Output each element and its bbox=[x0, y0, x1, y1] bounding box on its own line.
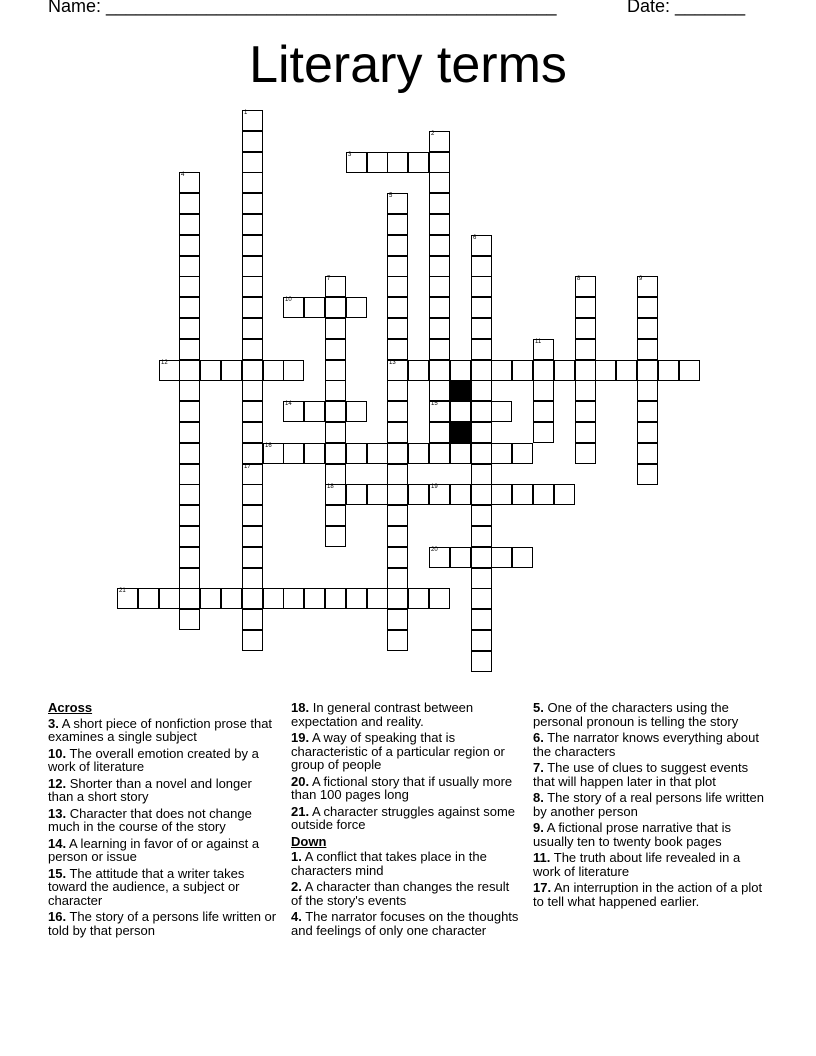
grid-cell[interactable] bbox=[408, 588, 429, 609]
cell-number: 21 bbox=[119, 588, 126, 594]
grid-cell[interactable] bbox=[242, 505, 263, 526]
cell-number: 4 bbox=[181, 172, 185, 178]
grid-cell[interactable] bbox=[242, 235, 263, 256]
grid-cell[interactable] bbox=[242, 360, 263, 381]
grid-cell[interactable] bbox=[387, 276, 408, 297]
cell-number: 18 bbox=[327, 484, 334, 490]
grid-cell[interactable] bbox=[387, 505, 408, 526]
grid-cell[interactable] bbox=[263, 588, 284, 609]
grid-cell[interactable] bbox=[263, 443, 284, 464]
grid-cell[interactable] bbox=[242, 609, 263, 630]
cell-number: 19 bbox=[431, 484, 438, 490]
down-clue: 1. A conflict that takes place in the characters mind bbox=[291, 849, 487, 878]
grid-cell[interactable] bbox=[325, 401, 346, 422]
grid-cell[interactable] bbox=[408, 360, 429, 381]
grid-cell[interactable] bbox=[387, 526, 408, 547]
grid-cell[interactable] bbox=[346, 401, 367, 422]
grid-cell[interactable] bbox=[242, 630, 263, 651]
cell-number: 11 bbox=[535, 339, 542, 345]
grid-cell[interactable] bbox=[491, 401, 512, 422]
grid-cell[interactable] bbox=[179, 214, 200, 235]
grid-cell[interactable] bbox=[429, 131, 450, 152]
grid-cell[interactable] bbox=[450, 401, 471, 422]
name-line[interactable]: Name: _____________________________________________ bbox=[48, 0, 557, 16]
grid-cell[interactable] bbox=[512, 484, 533, 505]
across-clue: 3. A short piece of nonfiction prose that examines a single subject bbox=[48, 715, 273, 744]
grid-cell[interactable] bbox=[200, 588, 221, 609]
grid-cell[interactable] bbox=[637, 422, 658, 443]
grid-cell[interactable] bbox=[387, 547, 408, 568]
grid-cell[interactable] bbox=[242, 422, 263, 443]
grid-cell[interactable] bbox=[179, 318, 200, 339]
grid-cell[interactable] bbox=[595, 360, 616, 381]
down-clue: 4. The narrator focuses on the thoughts and feelings of only one character bbox=[291, 909, 519, 938]
grid-cell[interactable] bbox=[179, 526, 200, 547]
cell-number: 9 bbox=[639, 276, 643, 282]
across-clue: 16. The story of a persons life written or told by that person bbox=[48, 909, 277, 938]
down-clue: 7. The use of clues to suggest events that will happen later in that plot bbox=[533, 760, 749, 789]
grid-cell[interactable] bbox=[533, 422, 554, 443]
grid-cell[interactable] bbox=[117, 588, 138, 609]
grid-cell[interactable] bbox=[283, 401, 304, 422]
grid-cell[interactable] bbox=[242, 214, 263, 235]
grid-cell[interactable] bbox=[471, 443, 492, 464]
page-title: Literary terms bbox=[249, 36, 567, 94]
grid-cell[interactable] bbox=[221, 588, 242, 609]
grid-cell[interactable] bbox=[471, 422, 492, 443]
cell-number: 17 bbox=[244, 464, 251, 470]
across-clue: 13. Character that does not change much in the course of the story bbox=[48, 805, 252, 834]
down-heading: Down bbox=[291, 833, 327, 849]
grid-cell[interactable] bbox=[471, 297, 492, 318]
grid-cell[interactable] bbox=[179, 401, 200, 422]
down-clue: 5. One of the characters using the personal pronoun is telling the story bbox=[533, 700, 739, 729]
across-clue: 18. In general contrast between expectation and reality. bbox=[291, 700, 474, 729]
grid-cell[interactable] bbox=[346, 443, 367, 464]
grid-cell[interactable] bbox=[658, 360, 679, 381]
grid-cell[interactable] bbox=[179, 172, 200, 193]
grid-cell[interactable] bbox=[367, 588, 388, 609]
grid-cell[interactable] bbox=[387, 464, 408, 485]
grid-cell[interactable] bbox=[471, 568, 492, 589]
grid-cell[interactable] bbox=[387, 401, 408, 422]
grid-cell[interactable] bbox=[242, 484, 263, 505]
down-clue: 6. The narrator knows everything about the characters bbox=[533, 730, 759, 759]
grid-cell[interactable] bbox=[179, 339, 200, 360]
clue-column-2 bbox=[291, 701, 521, 940]
grid-cell[interactable] bbox=[575, 339, 596, 360]
grid-cell[interactable] bbox=[387, 630, 408, 651]
across-clue: 12. Shorter than a novel and longer than a short story bbox=[48, 775, 252, 804]
down-clue: 8. The story of a real persons life written by another person bbox=[533, 790, 764, 819]
grid-cell[interactable] bbox=[179, 568, 200, 589]
grid-cell[interactable] bbox=[575, 276, 596, 297]
grid-cell[interactable] bbox=[325, 422, 346, 443]
grid-cell[interactable] bbox=[429, 297, 450, 318]
cell-number: 13 bbox=[389, 360, 396, 366]
across-clue: 15. The attitude that a writer takes toward the audience, a subject or character bbox=[48, 865, 245, 908]
cell-number: 10 bbox=[285, 297, 292, 303]
clue-column-1 bbox=[48, 701, 278, 940]
grid-cell[interactable] bbox=[387, 360, 408, 381]
grid-cell[interactable] bbox=[304, 588, 325, 609]
cell-number: 16 bbox=[265, 443, 272, 449]
grid-cell[interactable] bbox=[325, 297, 346, 318]
down-clue: 9. A fictional prose narrative that is usually ten to twenty book pages bbox=[533, 820, 732, 849]
grid-cell[interactable] bbox=[408, 152, 429, 173]
grid-cell[interactable] bbox=[325, 505, 346, 526]
grid-cell[interactable] bbox=[450, 547, 471, 568]
grid-cell[interactable] bbox=[512, 547, 533, 568]
grid-cell[interactable] bbox=[471, 547, 492, 568]
grid-cell[interactable] bbox=[471, 339, 492, 360]
grid-cell[interactable] bbox=[471, 318, 492, 339]
cell-number: 2 bbox=[431, 131, 435, 137]
grid-cell[interactable] bbox=[491, 443, 512, 464]
grid-cell[interactable] bbox=[408, 443, 429, 464]
grid-cell[interactable] bbox=[179, 443, 200, 464]
grid-cell[interactable] bbox=[387, 152, 408, 173]
cell-number: 20 bbox=[431, 547, 438, 553]
clue-column-3 bbox=[533, 701, 769, 911]
grid-cell[interactable] bbox=[325, 464, 346, 485]
grid-cell[interactable] bbox=[471, 526, 492, 547]
grid-cell[interactable] bbox=[471, 235, 492, 256]
grid-cell[interactable] bbox=[429, 401, 450, 422]
grid-cell[interactable] bbox=[159, 360, 180, 381]
grid-cell[interactable] bbox=[575, 380, 596, 401]
grid-cell[interactable] bbox=[346, 484, 367, 505]
grid-cell[interactable] bbox=[242, 110, 263, 131]
grid-cell[interactable] bbox=[471, 505, 492, 526]
grid-cell[interactable] bbox=[471, 630, 492, 651]
grid-cell[interactable] bbox=[242, 152, 263, 173]
grid-cell[interactable] bbox=[471, 380, 492, 401]
grid-cell[interactable] bbox=[325, 318, 346, 339]
grid-cell[interactable] bbox=[242, 526, 263, 547]
grid-cell[interactable] bbox=[429, 193, 450, 214]
grid-cell[interactable] bbox=[179, 588, 200, 609]
cell-number: 15 bbox=[431, 401, 438, 407]
grid-cell[interactable] bbox=[242, 464, 263, 485]
grid-cell[interactable] bbox=[429, 588, 450, 609]
grid-cell[interactable] bbox=[429, 422, 450, 443]
grid-cell[interactable] bbox=[387, 443, 408, 464]
grid-cell[interactable] bbox=[242, 276, 263, 297]
grid-cell[interactable] bbox=[242, 339, 263, 360]
across-clue: 10. The overall emotion created by a work of literature bbox=[48, 745, 259, 774]
grid-cell[interactable] bbox=[387, 588, 408, 609]
grid-cell[interactable] bbox=[575, 318, 596, 339]
across-clue: 14. A learning in favor of or against a person or issue bbox=[48, 835, 260, 864]
grid-cell[interactable] bbox=[429, 484, 450, 505]
grid-cell[interactable] bbox=[429, 360, 450, 381]
grid-cell[interactable] bbox=[637, 443, 658, 464]
grid-cell[interactable] bbox=[283, 443, 304, 464]
grid-cell[interactable] bbox=[471, 401, 492, 422]
grid-cell[interactable] bbox=[637, 464, 658, 485]
grid-cell[interactable] bbox=[242, 193, 263, 214]
grid-cell[interactable] bbox=[533, 339, 554, 360]
grid-cell[interactable] bbox=[533, 360, 554, 381]
grid-cell[interactable] bbox=[575, 443, 596, 464]
grid-cell[interactable] bbox=[179, 235, 200, 256]
grid-cell[interactable] bbox=[387, 318, 408, 339]
grid-cell[interactable] bbox=[429, 214, 450, 235]
grid-cell[interactable] bbox=[179, 297, 200, 318]
grid-cell[interactable] bbox=[325, 526, 346, 547]
grid-cell[interactable] bbox=[429, 339, 450, 360]
grid-cell[interactable] bbox=[179, 193, 200, 214]
date-line[interactable]: Date: _______ bbox=[627, 0, 746, 16]
grid-cell[interactable] bbox=[159, 588, 180, 609]
grid-cell[interactable] bbox=[471, 256, 492, 277]
down-clue: 17. An interruption in the action of a plot to tell what happened earlier. bbox=[533, 880, 763, 909]
grid-cell[interactable] bbox=[304, 297, 325, 318]
across-clue: 19. A way of speaking that is characteristic of a particular region or group of people bbox=[291, 730, 505, 772]
grid-cell[interactable] bbox=[179, 547, 200, 568]
grid-cell[interactable] bbox=[575, 422, 596, 443]
grid-block bbox=[450, 380, 471, 401]
grid-cell[interactable] bbox=[242, 401, 263, 422]
grid-cell[interactable] bbox=[533, 401, 554, 422]
grid-cell[interactable] bbox=[242, 172, 263, 193]
grid-cell[interactable] bbox=[242, 256, 263, 277]
grid-cell[interactable] bbox=[387, 609, 408, 630]
grid-cell[interactable] bbox=[179, 380, 200, 401]
grid-cell[interactable] bbox=[533, 380, 554, 401]
cell-number: 12 bbox=[161, 360, 168, 366]
grid-cell[interactable] bbox=[200, 360, 221, 381]
grid-cell[interactable] bbox=[491, 360, 512, 381]
grid-cell[interactable] bbox=[179, 484, 200, 505]
grid-cell[interactable] bbox=[346, 588, 367, 609]
grid-cell[interactable] bbox=[325, 380, 346, 401]
grid-cell[interactable] bbox=[304, 401, 325, 422]
grid-cell[interactable] bbox=[450, 360, 471, 381]
grid-cell[interactable] bbox=[346, 297, 367, 318]
grid-cell[interactable] bbox=[283, 588, 304, 609]
grid-cell[interactable] bbox=[387, 380, 408, 401]
grid-cell[interactable] bbox=[429, 318, 450, 339]
across-clue: 21. A character struggles against some outside force bbox=[291, 803, 516, 832]
grid-cell[interactable] bbox=[179, 276, 200, 297]
grid-cell[interactable] bbox=[242, 131, 263, 152]
grid-cell[interactable] bbox=[471, 651, 492, 672]
grid-cell[interactable] bbox=[367, 484, 388, 505]
grid-cell[interactable] bbox=[471, 588, 492, 609]
grid-cell[interactable] bbox=[471, 276, 492, 297]
grid-cell[interactable] bbox=[637, 360, 658, 381]
grid-cell[interactable] bbox=[679, 360, 700, 381]
grid-cell[interactable] bbox=[179, 360, 200, 381]
grid-cell[interactable] bbox=[429, 380, 450, 401]
across-heading: Across bbox=[48, 700, 93, 715]
grid-cell[interactable] bbox=[242, 547, 263, 568]
grid-cell[interactable] bbox=[429, 172, 450, 193]
grid-cell[interactable] bbox=[387, 193, 408, 214]
grid-cell[interactable] bbox=[325, 360, 346, 381]
cell-number: 6 bbox=[473, 235, 477, 241]
grid-cell[interactable] bbox=[242, 297, 263, 318]
grid-cell[interactable] bbox=[242, 318, 263, 339]
grid-cell[interactable] bbox=[367, 152, 388, 173]
grid-cell[interactable] bbox=[575, 401, 596, 422]
grid-cell[interactable] bbox=[575, 360, 596, 381]
grid-cell[interactable] bbox=[637, 276, 658, 297]
grid-cell[interactable] bbox=[429, 152, 450, 173]
grid-cell[interactable] bbox=[616, 360, 637, 381]
grid-cell[interactable] bbox=[387, 256, 408, 277]
grid-cell[interactable] bbox=[242, 568, 263, 589]
grid-cell[interactable] bbox=[179, 256, 200, 277]
grid-cell[interactable] bbox=[471, 360, 492, 381]
grid-cell[interactable] bbox=[491, 547, 512, 568]
grid-cell[interactable] bbox=[408, 484, 429, 505]
grid-cell[interactable] bbox=[450, 484, 471, 505]
grid-cell[interactable] bbox=[179, 505, 200, 526]
down-clue: 2. A character than changes the result of the story's events bbox=[291, 879, 510, 908]
grid-cell[interactable] bbox=[387, 422, 408, 443]
grid-cell[interactable] bbox=[429, 276, 450, 297]
grid-cell[interactable] bbox=[179, 464, 200, 485]
grid-cell[interactable] bbox=[471, 464, 492, 485]
cell-number: 8 bbox=[577, 276, 581, 282]
grid-cell[interactable] bbox=[387, 214, 408, 235]
grid-cell[interactable] bbox=[242, 443, 263, 464]
grid-cell[interactable] bbox=[325, 339, 346, 360]
grid-cell[interactable] bbox=[637, 380, 658, 401]
grid-cell[interactable] bbox=[512, 360, 533, 381]
grid-cell[interactable] bbox=[554, 484, 575, 505]
grid-block bbox=[450, 422, 471, 443]
grid-cell[interactable] bbox=[387, 297, 408, 318]
grid-cell[interactable] bbox=[179, 422, 200, 443]
cell-number: 3 bbox=[348, 152, 352, 158]
grid-cell[interactable] bbox=[429, 235, 450, 256]
grid-cell[interactable] bbox=[637, 339, 658, 360]
grid-cell[interactable] bbox=[346, 152, 367, 173]
down-clue: 11. The truth about life revealed in a work of literature bbox=[533, 850, 741, 879]
grid-cell[interactable] bbox=[387, 568, 408, 589]
grid-cell[interactable] bbox=[429, 443, 450, 464]
grid-cell[interactable] bbox=[637, 401, 658, 422]
grid-cell[interactable] bbox=[263, 360, 284, 381]
grid-cell[interactable] bbox=[221, 360, 242, 381]
grid-cell[interactable] bbox=[304, 443, 325, 464]
grid-cell[interactable] bbox=[325, 484, 346, 505]
grid-cell[interactable] bbox=[242, 380, 263, 401]
cell-number: 7 bbox=[327, 276, 331, 282]
grid-cell[interactable] bbox=[138, 588, 159, 609]
cell-number: 1 bbox=[244, 110, 248, 116]
grid-cell[interactable] bbox=[471, 609, 492, 630]
grid-cell[interactable] bbox=[367, 443, 388, 464]
grid-cell[interactable] bbox=[491, 484, 512, 505]
grid-cell[interactable] bbox=[283, 360, 304, 381]
grid-cell[interactable] bbox=[637, 297, 658, 318]
cell-number: 14 bbox=[285, 401, 292, 407]
grid-cell[interactable] bbox=[325, 588, 346, 609]
grid-cell[interactable] bbox=[325, 276, 346, 297]
grid-cell[interactable] bbox=[387, 235, 408, 256]
grid-cell[interactable] bbox=[533, 484, 554, 505]
grid-cell[interactable] bbox=[471, 484, 492, 505]
cell-number: 5 bbox=[389, 193, 393, 199]
grid-cell[interactable] bbox=[554, 360, 575, 381]
grid-cell[interactable] bbox=[429, 256, 450, 277]
grid-cell[interactable] bbox=[450, 443, 471, 464]
across-clue: 20. A fictional story that if usually more than 100 pages long bbox=[291, 773, 513, 802]
grid-cell[interactable] bbox=[575, 297, 596, 318]
grid-cell[interactable] bbox=[429, 547, 450, 568]
grid-cell[interactable] bbox=[387, 484, 408, 505]
grid-cell[interactable] bbox=[325, 443, 346, 464]
grid-cell[interactable] bbox=[512, 443, 533, 464]
grid-cell[interactable] bbox=[242, 588, 263, 609]
grid-cell[interactable] bbox=[387, 339, 408, 360]
grid-cell[interactable] bbox=[283, 297, 304, 318]
grid-cell[interactable] bbox=[179, 609, 200, 630]
grid-cell[interactable] bbox=[637, 318, 658, 339]
